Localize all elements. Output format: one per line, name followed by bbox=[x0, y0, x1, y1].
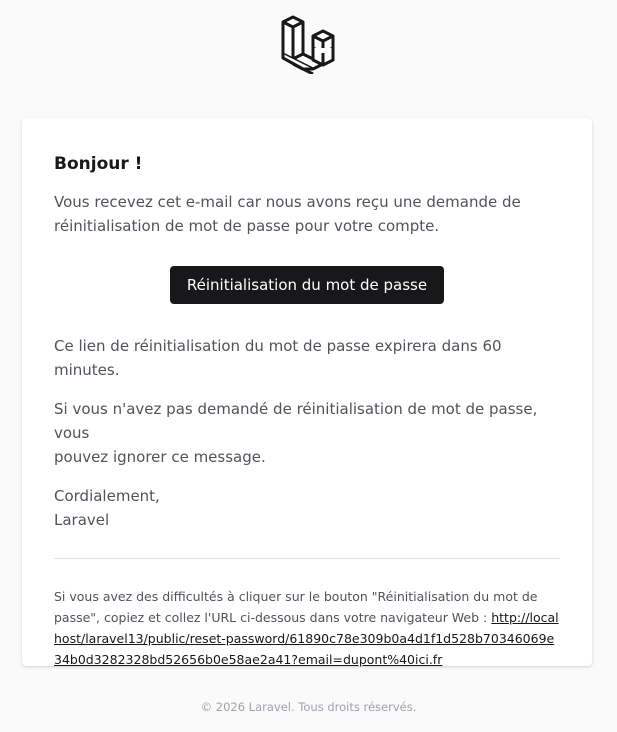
subcopy-text: Si vous avez des difficultés à cliquer sur le bouton "Réinitialisation du mot de passe", copiez et collez l'URL ci-dessous dans votre navigateur Web : bbox=[54, 589, 538, 625]
ignore-line-2: pouvez ignorer ce message. bbox=[54, 448, 266, 466]
laravel-logo-icon[interactable] bbox=[279, 14, 339, 74]
action-row bbox=[54, 266, 560, 304]
ignore-line-1: Si vous n'avez pas demandé de réinitialisation de mot de passe, vous bbox=[54, 400, 538, 442]
intro-paragraph bbox=[54, 190, 560, 238]
signature bbox=[54, 484, 560, 532]
header bbox=[0, 14, 617, 74]
greeting-heading: Bonjour ! bbox=[54, 154, 143, 174]
salutation: Cordialement, bbox=[54, 487, 160, 505]
footer-copyright: © 2026 Laravel. Tous droits réservés. bbox=[200, 700, 417, 714]
sender-name: Laravel bbox=[54, 511, 110, 529]
reset-password-button[interactable]: Réinitialisation du mot de passe bbox=[170, 266, 444, 304]
subcopy bbox=[54, 586, 560, 670]
email-card bbox=[22, 118, 592, 666]
reset-url-link[interactable]: http://localhost/laravel13/public/reset-password/61890c78e309b0a4d1f1d528b70346069e34b0d3282328bd52656b0e58ae2a41?email=dupont%40ici.fr bbox=[54, 610, 559, 667]
expire-notice: Ce lien de réinitialisation du mot de passe expirera dans 60 minutes. bbox=[54, 337, 502, 379]
intro-line-2: réinitialisation de mot de passe pour votre compte. bbox=[54, 217, 440, 235]
divider bbox=[54, 558, 560, 559]
ignore-paragraph bbox=[54, 397, 560, 469]
intro-line-1: Vous recevez cet e-mail car nous avons reçu une demande de bbox=[54, 193, 521, 211]
